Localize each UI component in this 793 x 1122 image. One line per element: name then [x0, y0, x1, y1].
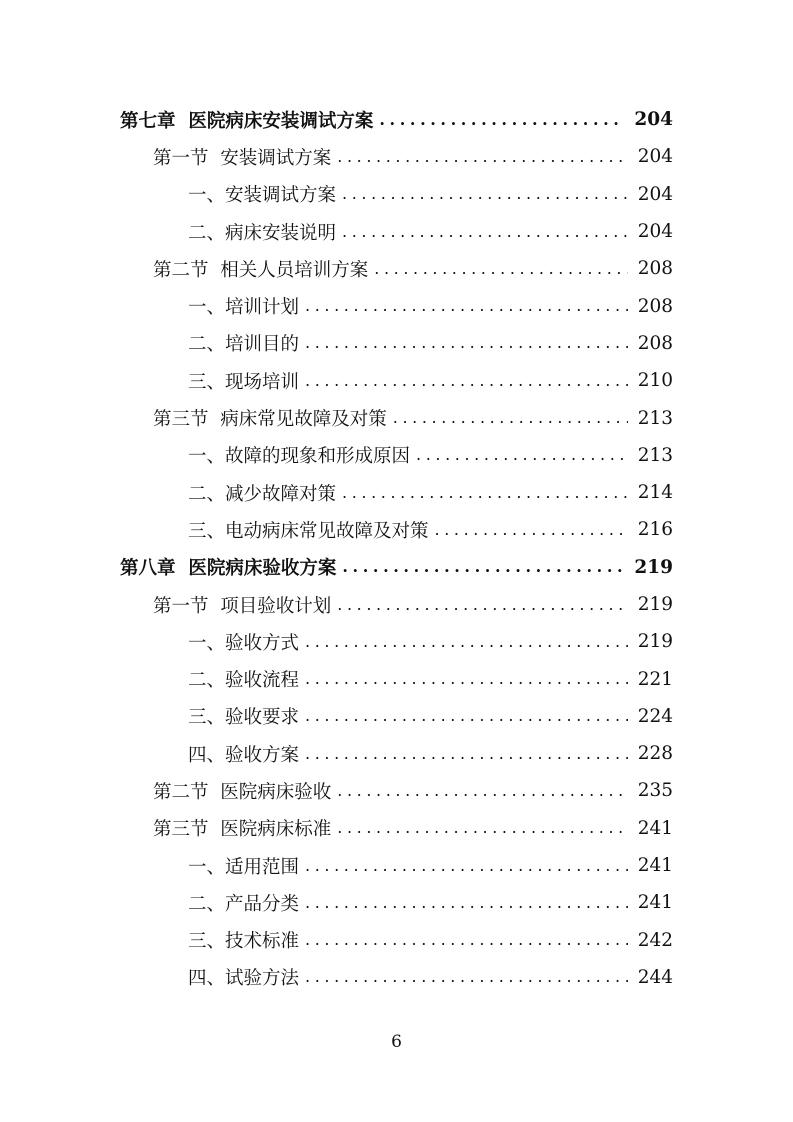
dot-leader — [379, 112, 624, 128]
toc-subsection-entry[interactable] — [0, 325, 793, 362]
toc-page-number: 228 — [637, 743, 673, 765]
dot-leader — [342, 559, 624, 575]
toc-entry-title: 一、培训计划 — [188, 297, 300, 319]
toc-section-entry[interactable] — [0, 586, 793, 623]
toc-subsection-entry[interactable] — [0, 362, 793, 399]
dot-leader — [305, 298, 628, 314]
toc-entry-title: 一、验收方式 — [188, 632, 300, 654]
dot-leader — [305, 634, 628, 650]
toc-entry-title: 四、验收方案 — [188, 744, 300, 766]
toc-entry-title: 一、安装调试方案 — [188, 185, 337, 207]
toc-page-number: 224 — [637, 705, 673, 727]
toc-entry-title: 三、现场培训 — [188, 371, 300, 393]
toc-subsection-entry[interactable] — [0, 287, 793, 324]
toc-page-number: 241 — [637, 817, 673, 839]
toc-entry-title: 三、电动病床常见故障及对策 — [188, 520, 429, 542]
toc-section-entry[interactable] — [0, 772, 793, 809]
dot-leader — [337, 149, 627, 165]
toc-section-entry[interactable] — [0, 138, 793, 175]
dot-leader — [342, 485, 628, 501]
toc-entry-title: 二、产品分类 — [188, 893, 300, 915]
toc-page-number: 219 — [634, 556, 673, 578]
dot-leader — [416, 447, 628, 463]
toc-entry-title: 二、减少故障对策 — [188, 483, 337, 505]
dot-leader — [305, 858, 628, 874]
toc-entry-title: 第三节 医院病床标准 — [153, 819, 332, 841]
toc-page-number: 208 — [637, 295, 673, 317]
toc-page-number: 204 — [637, 221, 673, 243]
toc-subsection-entry[interactable] — [0, 213, 793, 250]
toc-entry-title: 第一节 安装调试方案 — [153, 147, 332, 169]
toc-page-number: 244 — [637, 966, 673, 988]
dot-leader — [374, 261, 627, 277]
toc-subsection-entry[interactable] — [0, 660, 793, 697]
toc-page-number: 241 — [637, 892, 673, 914]
toc-chapter-entry[interactable] — [0, 101, 793, 138]
toc-subsection-entry[interactable] — [0, 698, 793, 735]
toc-subsection-entry[interactable] — [0, 623, 793, 660]
dot-leader — [305, 969, 628, 985]
page-number: 6 — [391, 1032, 402, 1052]
dot-leader — [305, 335, 628, 351]
dot-leader — [305, 373, 628, 389]
toc-entry-title: 三、技术标准 — [188, 931, 300, 953]
toc-entry-title: 第二节 相关人员培训方案 — [153, 259, 369, 281]
toc-subsection-entry[interactable] — [0, 735, 793, 772]
toc-entry-title: 第二节 医院病床验收 — [153, 781, 332, 803]
toc-entry-title: 四、试验方法 — [188, 968, 300, 990]
toc-subsection-entry[interactable] — [0, 959, 793, 996]
toc-page-number: 214 — [637, 482, 673, 504]
toc-page-number: 213 — [637, 407, 673, 429]
toc-subsection-entry[interactable] — [0, 922, 793, 959]
dot-leader — [305, 932, 628, 948]
toc-entry-title: 第八章 医院病床验收方案 — [120, 558, 337, 580]
toc-section-entry[interactable] — [0, 399, 793, 436]
toc-entry-title: 第七章 医院病床安装调试方案 — [120, 110, 374, 132]
toc-subsection-entry[interactable] — [0, 884, 793, 921]
toc-entry-title: 三、验收要求 — [188, 707, 300, 729]
toc-subsection-entry[interactable] — [0, 511, 793, 548]
toc-entry-title: 第三节 病床常见故障及对策 — [153, 409, 387, 431]
toc-section-entry[interactable] — [0, 250, 793, 287]
toc-entry-title: 二、病床安装说明 — [188, 222, 337, 244]
toc-page-number: 204 — [634, 109, 673, 131]
toc-page-number: 204 — [637, 183, 673, 205]
toc-entry-title: 一、故障的现象和形成原因 — [188, 446, 411, 468]
toc-page-number: 213 — [637, 444, 673, 466]
toc-subsection-entry[interactable] — [0, 474, 793, 511]
toc-page-number: 208 — [637, 258, 673, 280]
toc-page-number: 235 — [637, 780, 673, 802]
toc-page-number: 216 — [637, 519, 673, 541]
dot-leader — [305, 708, 628, 724]
toc-entry-title: 一、适用范围 — [188, 856, 300, 878]
toc-page-number: 204 — [637, 146, 673, 168]
toc-entry-title: 第一节 项目验收计划 — [153, 595, 332, 617]
toc-page-number: 221 — [637, 668, 673, 690]
toc-page-number: 219 — [637, 631, 673, 653]
dot-leader — [337, 820, 627, 836]
dot-leader — [342, 224, 628, 240]
dot-leader — [337, 597, 627, 613]
dot-leader — [393, 410, 628, 426]
dot-leader — [342, 186, 628, 202]
dot-leader — [305, 746, 628, 762]
toc-subsection-entry[interactable] — [0, 847, 793, 884]
dot-leader — [305, 895, 628, 911]
toc-subsection-entry[interactable] — [0, 437, 793, 474]
toc-page-number: 242 — [637, 929, 673, 951]
toc-page-number: 241 — [637, 855, 673, 877]
toc-section-entry[interactable] — [0, 810, 793, 847]
toc-chapter-entry[interactable] — [0, 549, 793, 586]
toc-page-number: 208 — [637, 332, 673, 354]
toc-entry-title: 二、验收流程 — [188, 670, 300, 692]
dot-leader — [337, 783, 627, 799]
table-of-contents — [0, 101, 793, 996]
toc-page-number: 219 — [637, 594, 673, 615]
toc-subsection-entry[interactable] — [0, 176, 793, 213]
dot-leader — [305, 671, 628, 687]
toc-page-number: 210 — [637, 370, 673, 392]
toc-entry-title: 二、培训目的 — [188, 334, 300, 356]
dot-leader — [435, 522, 628, 538]
